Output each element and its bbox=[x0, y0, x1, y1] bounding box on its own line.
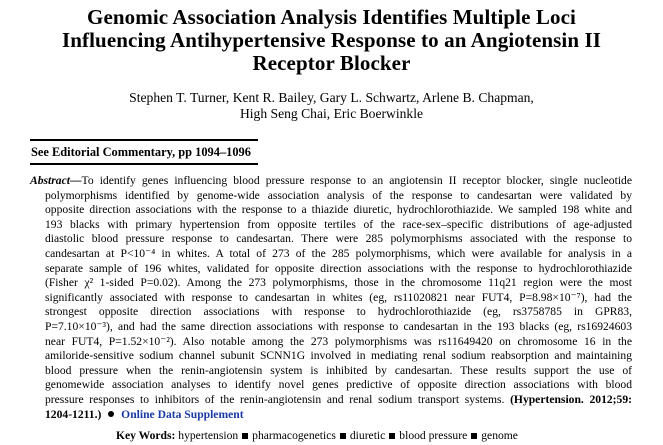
abstract-line: polymorphisms identified by genome-wide association analysis of the response to candesartan were validated by bbox=[45, 188, 632, 202]
editorial-rule-bottom bbox=[30, 163, 258, 165]
keywords bbox=[116, 429, 518, 443]
abstract-line: Abstract—To identify genes influencing blood pressure response to an angiotensin II receptor blocker, single nucleotide bbox=[30, 174, 632, 187]
abstract bbox=[30, 174, 632, 422]
square-bullet-icon bbox=[471, 433, 477, 439]
abstract-line: amiloride-sensitive sodium channel subunit SCNN1G involved in mediating renal sodium reabsorption and maintaining bbox=[45, 349, 632, 363]
abstract-line: opposite direction associations with the response to a thiazide diuretic, hydrochlorothiazide. We sampled 198 white and bbox=[45, 203, 632, 217]
abstract-line: 193 blacks with primary hypertension from opposite tertiles of the race-sex–specific distributions of age-adjusted bbox=[45, 217, 632, 231]
authors-line-2: High Seng Chai, Eric Boerwinkle bbox=[239, 106, 424, 121]
title-line-1: Genomic Association Analysis Identifies Multiple Loci bbox=[87, 5, 576, 29]
citation-pages: 1204-1211.) bbox=[45, 407, 102, 421]
article-title bbox=[0, 6, 663, 75]
square-bullet-icon bbox=[389, 433, 395, 439]
abstract-line bbox=[30, 408, 632, 423]
abstract-line: blood pressure when the renin-angiotensin system is inhibited by candesartan. These results support the use of bbox=[45, 363, 632, 377]
abstract-line: strongest opposite direction associations with response to hydrochlorothiazide (eg, rs3758785 in GPR83, bbox=[45, 305, 632, 319]
abstract-line: near FUT4, P=1.52×10⁻²). Also notable among the 273 polymorphisms was rs11649420 on chromosome 16 in the bbox=[45, 334, 632, 348]
authors-line-1: Stephen T. Turner, Kent R. Bailey, Gary L. Schwartz, Arlene B. Chapman, bbox=[129, 90, 534, 105]
title-line-2: Influencing Antihypertensive Response to an Angiotensin II bbox=[61, 28, 602, 52]
keyword: hypertension bbox=[178, 429, 239, 442]
title-line-3: Receptor Blocker bbox=[252, 51, 411, 75]
abstract-line: diastolic blood pressure response to candesartan. There were 285 polymorphisms associated with the response to bbox=[45, 232, 632, 246]
author-list bbox=[0, 90, 663, 122]
citation: (Hypertension. 2012;59: bbox=[510, 392, 632, 406]
keyword: blood pressure bbox=[399, 429, 468, 442]
abstract-line: genomewide association analyses to identify novel genes predictive of opposite direction associations with blood bbox=[45, 378, 632, 392]
keyword: pharmacogenetics bbox=[252, 429, 336, 442]
square-bullet-icon bbox=[242, 433, 248, 439]
keyword: genome bbox=[481, 429, 518, 442]
abstract-line: significantly associated with response to candesartan in whites (eg, rs11020821 near FUT4, P=8.98×10⁻⁷), had the bbox=[45, 290, 632, 304]
editorial-commentary-link[interactable]: See Editorial Commentary, pp 1094–1096 bbox=[31, 145, 251, 159]
abstract-label: Abstract— bbox=[30, 174, 82, 187]
editorial-rule-top bbox=[30, 139, 258, 141]
abstract-line: pressure responses to inhibitors of the renin-angiotensin and renal sodium transport systems. (Hypertension. 2012;59: bbox=[45, 392, 632, 406]
keywords-label: Key Words: bbox=[116, 429, 176, 442]
abstract-line: separate sample of 196 whites, validated for opposite direction associations with the response to hydrochlorothiazide bbox=[45, 261, 632, 275]
square-bullet-icon bbox=[340, 433, 346, 439]
online-data-supplement-link[interactable]: Online Data Supplement bbox=[121, 407, 244, 421]
abstract-line: P=7.10×10⁻³), and had the same direction associations with response to candesartan in the 193 blacks (eg, rs16924603 bbox=[45, 319, 632, 333]
bullet-icon bbox=[108, 411, 114, 417]
abstract-line: candesartan at P<10⁻⁴ in whites. A total of 273 of the 285 polymorphisms, which were available for analysis in a bbox=[45, 246, 632, 260]
keyword: diuretic bbox=[349, 429, 386, 442]
abstract-line: (Fisher χ² 1-sided P=0.02). Among the 273 polymorphisms, those in the chromosome 11q21 region were the most bbox=[45, 276, 632, 290]
